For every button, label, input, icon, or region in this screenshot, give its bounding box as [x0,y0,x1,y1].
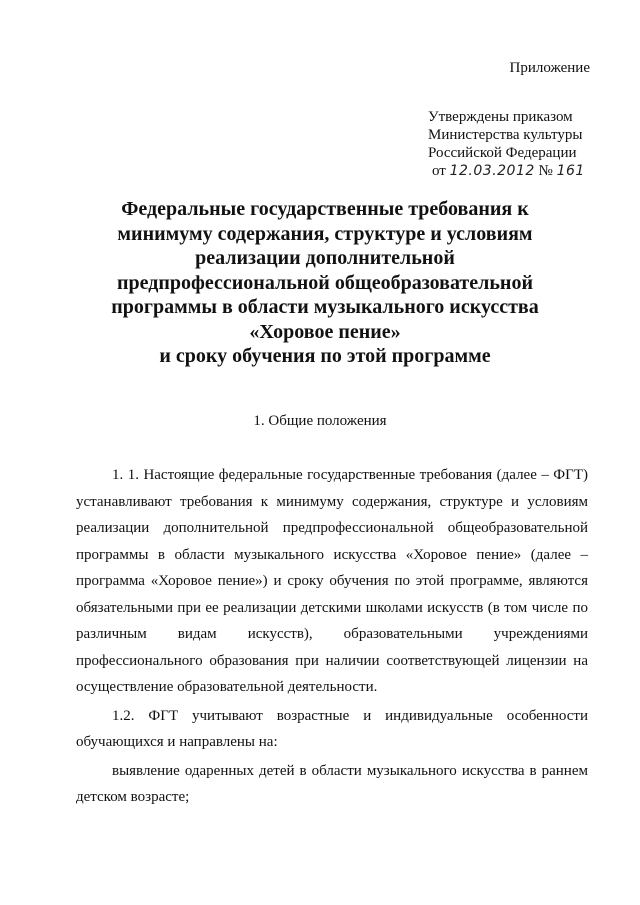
section-heading: 1. Общие положения [253,413,387,429]
appendix-label: Приложение [509,60,590,76]
paragraph-1-1: 1. 1. Настоящие федеральные государственные требования (далее – ФГТ) устанавливают требования к минимуму содержания, структуре и условиям реализации дополнительной предпрофессиональной общеобразовательной программы в области музыкального искусства «Хоровое пение» (далее – программа «Хоровое пение») и сроку обучения по этой программе, являются обязательными при ее реализации детскими школами искусств (в том числе по различным видам искусств), образовательными учреждениями профессионального образования при наличии соответствующей лицензии на осуществление образовательной деятельности. [76,467,588,695]
title-line: реализации дополнительной [195,247,455,269]
handwritten-number: 161 [556,163,585,179]
order-date-number [432,162,585,180]
paragraph-1-2: 1.2. ФГТ учитывают возрастные и индивидуальные особенности обучающихся и направлены на: [76,707,588,750]
approval-line-3: Российской Федерации [428,145,577,161]
title-line: предпрофессиональной общеобразовательной [117,271,533,294]
handwritten-date: 12.03.2012 [449,163,535,179]
title-line: Федеральные государственные требования к [121,198,529,220]
title-line: программы в области музыкального искусства [111,296,539,318]
title-line: и сроку обучения по этой программе [159,345,491,367]
approval-line-2: Министерства культуры [428,127,583,143]
title-line: «Хоровое пение» [249,320,401,343]
document-title [60,197,590,369]
date-prefix: от [432,163,446,179]
approval-block [428,108,585,180]
list-item: выявление одаренных детей в области музыкального искусства в раннем детском возрасте; [76,762,588,805]
approval-line-1: Утверждены приказом [428,109,573,125]
number-label: № [538,163,553,179]
title-line: минимуму содержания, структуре и условиям [117,222,533,245]
body-text [76,462,588,811]
